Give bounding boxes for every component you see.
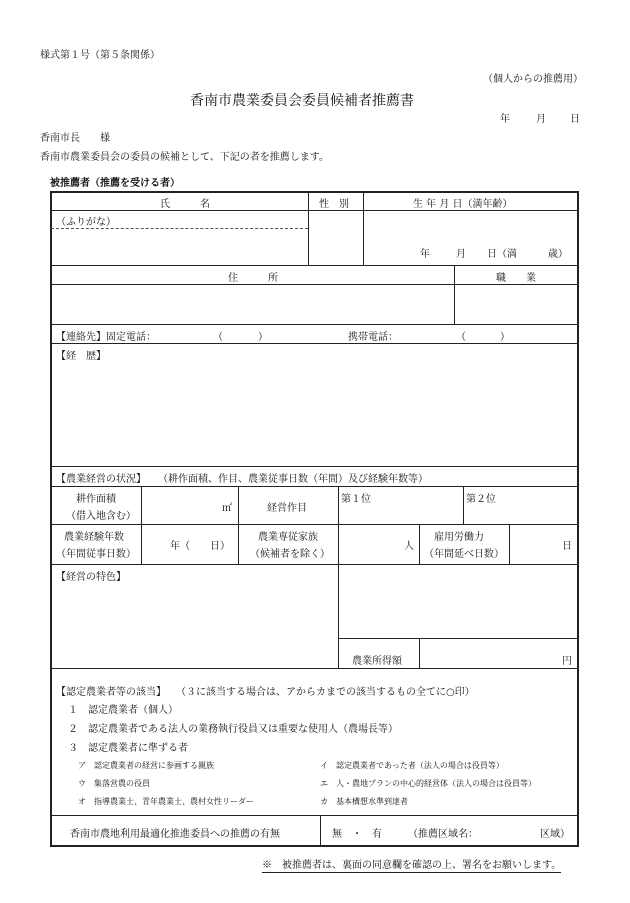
date-year-label: 年 <box>500 114 510 125</box>
certified-sub-e: エ 人・農地プランの中心的経営体（法人の場合は役員等） <box>320 779 536 788</box>
crop-label: 経営作目 <box>267 503 307 514</box>
labor-label-1: 雇用労働力 <box>434 532 484 543</box>
birth-year-label: 年 <box>420 249 430 260</box>
phone-paren-open: （ <box>213 332 223 343</box>
phone-paren-close: ） <box>258 332 268 343</box>
family-label-1: 農業専従家族 <box>258 532 318 543</box>
certified-item-1: １ 認定農業者（個人） <box>68 705 178 716</box>
certified-item-3: ３ 認定農業者に準ずる者 <box>68 743 188 754</box>
footer-note: ※ 被推薦者は、裏面の同意欄を確認の上、署名をお願いします。 <box>262 856 561 873</box>
years-unit: 年（ 日） <box>170 541 230 552</box>
area-label-2: （借入地含む） <box>66 511 136 522</box>
income-unit: 円 <box>562 656 572 667</box>
certified-sub-a: ア 認定農業者の経営に参画する親族 <box>78 761 214 770</box>
certified-sub-o: オ 指導農業士、青年農業士、農村女性リーダー <box>78 797 254 806</box>
addressee: 香南市長 様 <box>40 133 110 144</box>
career-label: 【経 歴】 <box>56 351 106 362</box>
optimization-options[interactable]: 無 ・ 有 <box>332 829 382 840</box>
area-unit: ㎡ <box>222 503 232 514</box>
date-month-label: 月 <box>536 114 546 125</box>
certified-sub-i: イ 認定農業者であった者（法人の場合は役員等） <box>320 761 504 770</box>
years-label-2: （年間従事日数） <box>56 549 136 560</box>
certified-sub-u: ウ 集落営農の役員 <box>78 779 150 788</box>
certified-label: 【認定農業者等の該当】 <box>56 687 166 698</box>
intro-text: 香南市農業委員会の委員の候補として、下記の者を推薦します。 <box>40 152 329 163</box>
income-label: 農業所得額 <box>352 656 402 667</box>
mobile-label: 携帯電話： <box>348 332 398 343</box>
job-header: 職 業 <box>496 273 536 284</box>
date-day-label: 日 <box>570 114 580 125</box>
birth-header: 生 年 月 日（満年齢） <box>413 199 513 210</box>
birth-month-label: 月 <box>456 249 466 260</box>
address-header: 住 所 <box>228 273 278 284</box>
optimization-area-label: （推薦区域名： <box>408 829 478 840</box>
years-label-1: 農業経験年数 <box>64 532 124 543</box>
certified-item-2: ２ 認定農業者である法人の業務執行役員又は重要な使用人（農場長等） <box>68 724 398 735</box>
gender-header: 性 別 <box>319 199 349 210</box>
optimization-label: 香南市農地利用最適化推進委員への推薦の有無 <box>70 829 280 840</box>
crop-second: 第２位 <box>466 494 496 505</box>
certified-label-note: （３に該当する場合は、アからカまでの該当するもの全てに○印） <box>176 687 475 698</box>
labor-label-2: （年間延べ日数） <box>424 549 504 560</box>
family-label-2: （候補者を除く） <box>250 549 330 560</box>
labor-unit: 日 <box>562 541 572 552</box>
features-label: 【経営の特色】 <box>56 572 126 583</box>
mobile-paren-open: （ <box>456 332 466 343</box>
farming-label: 【農業経営の状況】 <box>56 474 146 485</box>
birth-age-label: 歳） <box>548 249 568 260</box>
crop-first: 第１位 <box>341 494 371 505</box>
mobile-paren-close: ） <box>500 332 510 343</box>
optimization-area-close: 区域） <box>540 829 570 840</box>
birth-day-label: 日（満 <box>487 249 517 260</box>
contact-label: 【連絡先】固定電話： <box>56 332 156 343</box>
nominee-section-label: 被推薦者（推薦を受ける者） <box>50 178 180 189</box>
family-unit: 人 <box>404 541 414 552</box>
form-number: 様式第１号（第５条関係） <box>40 50 160 61</box>
form-type: （個人からの推薦用） <box>483 74 583 85</box>
farming-label-note: （耕作面積、作目、農業従事日数（年間）及び経験年数等） <box>158 474 428 485</box>
name-header: 氏 名 <box>160 199 210 210</box>
furigana-label[interactable]: （ふりがな） <box>56 217 116 228</box>
certified-sub-ka: カ 基本構想水準到達者 <box>320 797 408 806</box>
area-label-1: 耕作面積 <box>76 494 116 505</box>
page-title: 香南市農業委員会委員候補者推薦書 <box>190 93 414 109</box>
